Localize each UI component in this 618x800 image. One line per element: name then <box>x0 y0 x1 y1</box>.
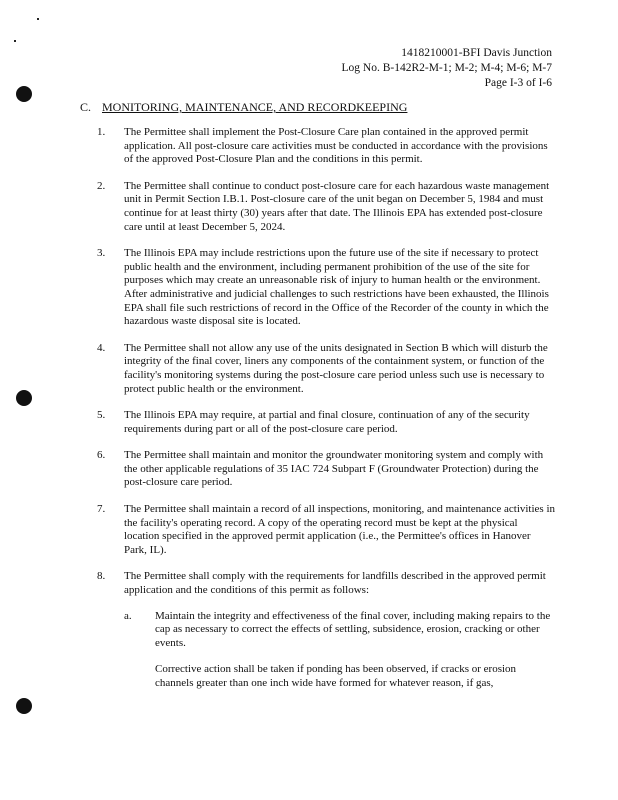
item-number: 4. <box>97 341 106 354</box>
item-text: The Permittee shall maintain and monitor the groundwater monitoring system and comply with the other applicable regulations of 35 IAC 724 Subpart F (Groundwater Protection) during the post-closure care period. <box>124 449 544 489</box>
item-number: 6. <box>97 449 106 462</box>
item-text: The Permittee shall maintain a record of all inspections, monitoring, and maintenance activities in the facility's operating record. A copy of the operating record must be kept at the physical location specified in the approved permit application (i.e., the Permittee's offices in Hanover Park, IL). <box>124 503 556 556</box>
scan-speck <box>14 40 16 42</box>
list-item <box>97 570 555 690</box>
item-number: 2. <box>97 179 106 192</box>
item-text: The Permittee shall implement the Post-Closure Care plan contained in the approved permit application. All post-closure care activities must be conducted in accordance with the provisions of the approved Post-Closure Plan and the conditions in this permit. <box>124 126 548 166</box>
item-number: 3. <box>97 247 106 260</box>
item-text: The Permittee shall continue to conduct post-closure care for each hazardous waste management unit in Permit Section I.B.1. Post-closure care of the unit began on December 5, 1984 and must continue for at least thirty (30) years after that date. The Illinois EPA has extended post-closure care until at least December 5, 2024. <box>124 179 550 233</box>
section-heading <box>80 100 407 115</box>
page-header <box>341 46 552 91</box>
punch-hole <box>16 86 32 102</box>
list-item <box>97 342 555 396</box>
header-facility: 1418210001-BFI Davis Junction <box>401 47 552 59</box>
list-item <box>97 126 555 167</box>
item-number: 7. <box>97 503 106 516</box>
scan-speck <box>37 18 39 20</box>
sub-item-body <box>155 610 555 691</box>
list-item <box>97 503 555 557</box>
section-title: MONITORING, MAINTENANCE, AND RECORDKEEPING <box>102 100 408 114</box>
header-page-number: Page I-3 of I-6 <box>484 77 552 89</box>
list-item <box>97 409 555 436</box>
item-text: The Permittee shall not allow any use of the units designated in Section B which will disturb the integrity of the final cover, liners any components of the containment system, or function of the facility's monitoring systems during the post-closure care period unless such use is necessary to protect public health or the environment. <box>124 341 548 395</box>
sub-item <box>124 610 555 691</box>
item-text: The Illinois EPA may require, at partial and final closure, continuation of any of the security requirements during part or all of the post-closure care period. <box>124 409 530 435</box>
item-text: The Permittee shall comply with the requirements for landfills described in the approved permit application and the conditions of this permit as follows: <box>124 570 546 597</box>
header-log-number: Log No. B-142R2-M-1; M-2; M-4; M-6; M-7 <box>341 62 552 74</box>
item-number: 5. <box>97 409 106 422</box>
punch-hole <box>16 698 32 714</box>
list-item <box>97 449 555 490</box>
item-number: 8. <box>97 570 106 583</box>
punch-hole <box>16 390 32 406</box>
sub-item-letter: a. <box>124 609 132 622</box>
sub-item-text: Maintain the integrity and effectiveness of the final cover, including making repairs to the cap as necessary to correct the effects of settling, subsidence, erosion, cracking or other events. <box>155 609 551 649</box>
item-text: The Illinois EPA may include restrictions upon the future use of the site if necessary to protect public health and the environment, including permanent prohibition of the use of the site for purposes which may create an unreasonable risk of injury to human health or the environment. After administrative and judicial challenges to such restrictions have been exhausted, the Illinois EPA shall file such restrictions of record in the Office of the Recorder of the county in which the hazardous waste disposal site is located. <box>124 247 549 328</box>
section-letter: C. <box>80 100 92 114</box>
list-item <box>97 247 555 329</box>
item-body <box>124 570 555 690</box>
list-item <box>97 180 555 234</box>
sub-item-paragraph: Corrective action shall be taken if ponding has been observed, if cracks or erosion channels greater than one inch wide have formed for whatever reason, if gas, <box>155 663 517 689</box>
item-number: 1. <box>97 126 106 138</box>
numbered-list <box>97 126 555 704</box>
